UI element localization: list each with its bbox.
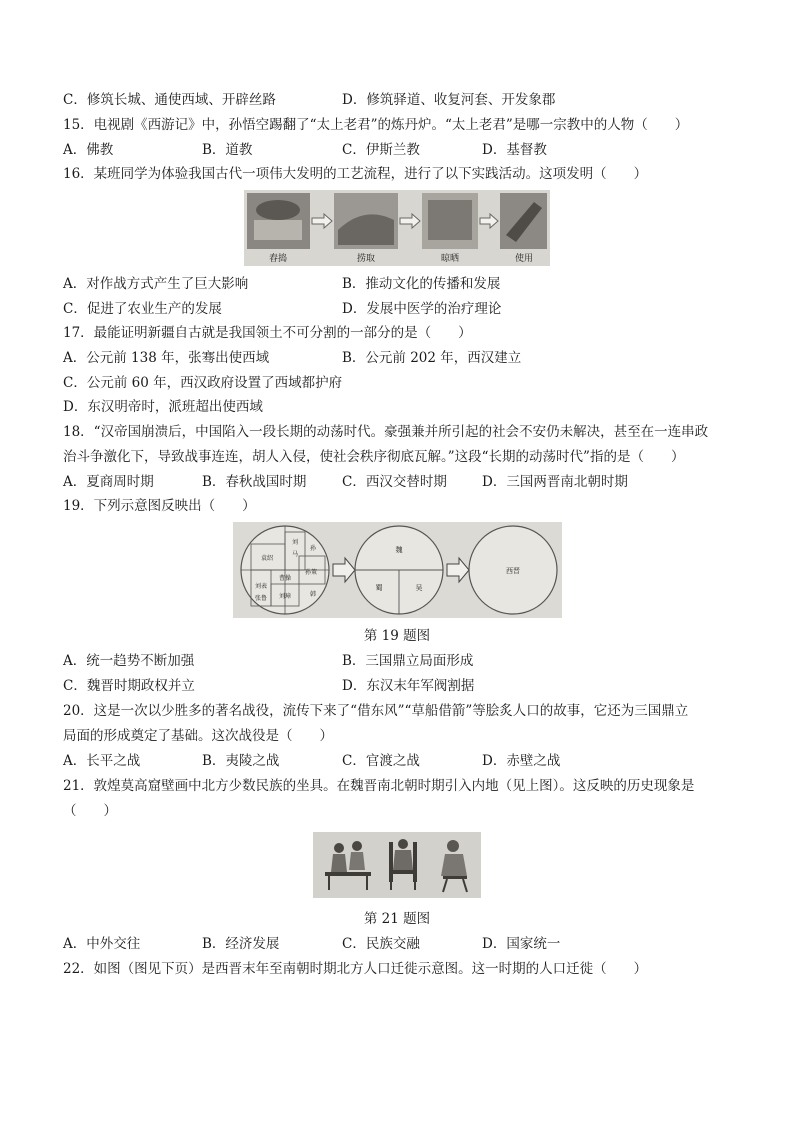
q17-option-a: A．公元前 138 年，张骞出使西域 xyxy=(63,350,270,366)
q16-option-c: C．促进了农业生产的发展 xyxy=(63,301,222,317)
q21-stem-line1: 21．敦煌莫高窟壁画中北方少数民族的坐具。在魏晋南北朝时期引入内地（见上图）。这反映的历史现象是 xyxy=(63,778,695,794)
q15-option-b: B．道教 xyxy=(202,142,253,158)
q15-option-c: C．伊斯兰教 xyxy=(342,142,420,158)
q19-left-label-4: 孙 xyxy=(309,545,317,552)
q19-stem: 19．下列示意图反映出（ ） xyxy=(63,498,256,514)
q19-left-label-9: 孙策 xyxy=(304,569,318,576)
q19-figure-caption: 第 19 题图 xyxy=(363,628,431,644)
q19-middle-label-shu: 蜀 xyxy=(375,584,383,592)
q19-left-label-3: 马 xyxy=(291,551,299,558)
q20-option-a: A．长平之战 xyxy=(63,753,141,769)
q19-left-label-5: 曹操 xyxy=(278,575,292,582)
q19-left-label-6: 刘表 xyxy=(254,583,268,590)
q15-stem: 15．电视剧《西游记》中，孙悟空踢翻了“太上老君”的炼丹炉。“太上老君”是哪一宗教中的人物（ ） xyxy=(63,117,689,133)
q15-option-d: D．基督教 xyxy=(482,142,547,158)
q15-option-a: A．佛教 xyxy=(63,142,114,158)
q16-label-1: 舂捣 xyxy=(268,254,288,264)
q21-option-b: B．经济发展 xyxy=(202,936,280,952)
q20-option-b: B．夷陵之战 xyxy=(202,753,280,769)
q19-left-label-8: 刘璋 xyxy=(278,593,292,600)
q21-figure-caption: 第 21 题图 xyxy=(363,911,431,927)
q20-stem-line2: 局面的形成奠定了基础。这次战役是（ ） xyxy=(63,728,333,744)
q18-stem-line1: 18．“汉帝国崩溃后，中国陷入一段长期的动荡时代。豪强兼并所引起的社会不安仍未解决，甚至在一连串政 xyxy=(63,424,709,440)
q17-option-d: D．东汉明帝时，派班超出使西域 xyxy=(63,399,263,415)
q14-option-d: D．修筑驿道、收复河套、开发象郡 xyxy=(342,92,556,108)
q20-option-c: C．官渡之战 xyxy=(342,753,420,769)
q21-stem-line2: （ ） xyxy=(63,803,117,819)
q21-option-c: C．民族交融 xyxy=(342,936,420,952)
q16-option-a: A．对作战方式产生了巨大影响 xyxy=(63,276,249,292)
q19-right-label: 西晋 xyxy=(506,567,520,575)
q22-stem: 22．如图（图见下页）是西晋末年至南朝时期北方人口迁徙示意图。这一时期的人口迁徙（ ） xyxy=(63,961,648,977)
q19-option-d: D．东汉末年军阀割据 xyxy=(342,678,475,694)
q16-label-3: 晾晒 xyxy=(440,254,460,264)
q17-stem: 17．最能证明新疆自古就是我国领土不可分割的一部分的是（ ） xyxy=(63,325,472,341)
q18-option-d: D．三国两晋南北朝时期 xyxy=(482,474,628,490)
q21-seating-figure xyxy=(313,832,481,898)
q20-option-d: D．赤壁之战 xyxy=(482,753,561,769)
q19-left-label-10: 韩 xyxy=(309,591,317,598)
q19-option-b: B．三国鼎立局面形成 xyxy=(342,653,474,669)
q18-option-c: C．西汉交替时期 xyxy=(342,474,447,490)
q18-stem-line2: 治斗争激化下，导致战事连连，胡人入侵，使社会秩序彻底瓦解。”这段“长期的动荡时代”指的是（ ） xyxy=(63,449,685,465)
q16-option-d: D．发展中医学的治疗理论 xyxy=(342,301,502,317)
q19-middle-label-wei: 魏 xyxy=(395,546,403,554)
q19-left-label-1: 袁绍 xyxy=(260,555,274,562)
q17-option-c: C．公元前 60 年，西汉政府设置了西域都护府 xyxy=(63,375,343,391)
q19-left-label-7: 张鲁 xyxy=(254,595,268,602)
q16-papermaking-figure xyxy=(244,190,550,266)
q19-option-c: C．魏晋时期政权并立 xyxy=(63,678,195,694)
q19-middle-label-wu: 吴 xyxy=(415,584,423,592)
q16-label-4: 使用 xyxy=(514,254,534,264)
q19-option-a: A．统一趋势不断加强 xyxy=(63,653,195,669)
q14-option-c: C．修筑长城、通使西域、开辟丝路 xyxy=(63,92,276,108)
q16-option-b: B．推动文化的传播和发展 xyxy=(342,276,501,292)
q21-option-a: A．中外交往 xyxy=(63,936,141,952)
q17-option-b: B．公元前 202 年，西汉建立 xyxy=(342,350,522,366)
q19-left-label-2: 刘 xyxy=(291,539,299,546)
q18-option-b: B．春秋战国时期 xyxy=(202,474,307,490)
q19-three-kingdoms-figure xyxy=(233,522,562,618)
q20-stem-line1: 20．这是一次以少胜多的著名战役，流传下来了“借东风”“草船借箭”等脍炙人口的故事，它还为三国鼎立 xyxy=(63,703,689,719)
q16-label-2: 捞取 xyxy=(356,254,376,264)
q18-option-a: A．夏商周时期 xyxy=(63,474,154,490)
q21-option-d: D．国家统一 xyxy=(482,936,561,952)
q16-stem: 16．某班同学为体验我国古代一项伟大发明的工艺流程，进行了以下实践活动。这项发明（ ） xyxy=(63,166,648,182)
